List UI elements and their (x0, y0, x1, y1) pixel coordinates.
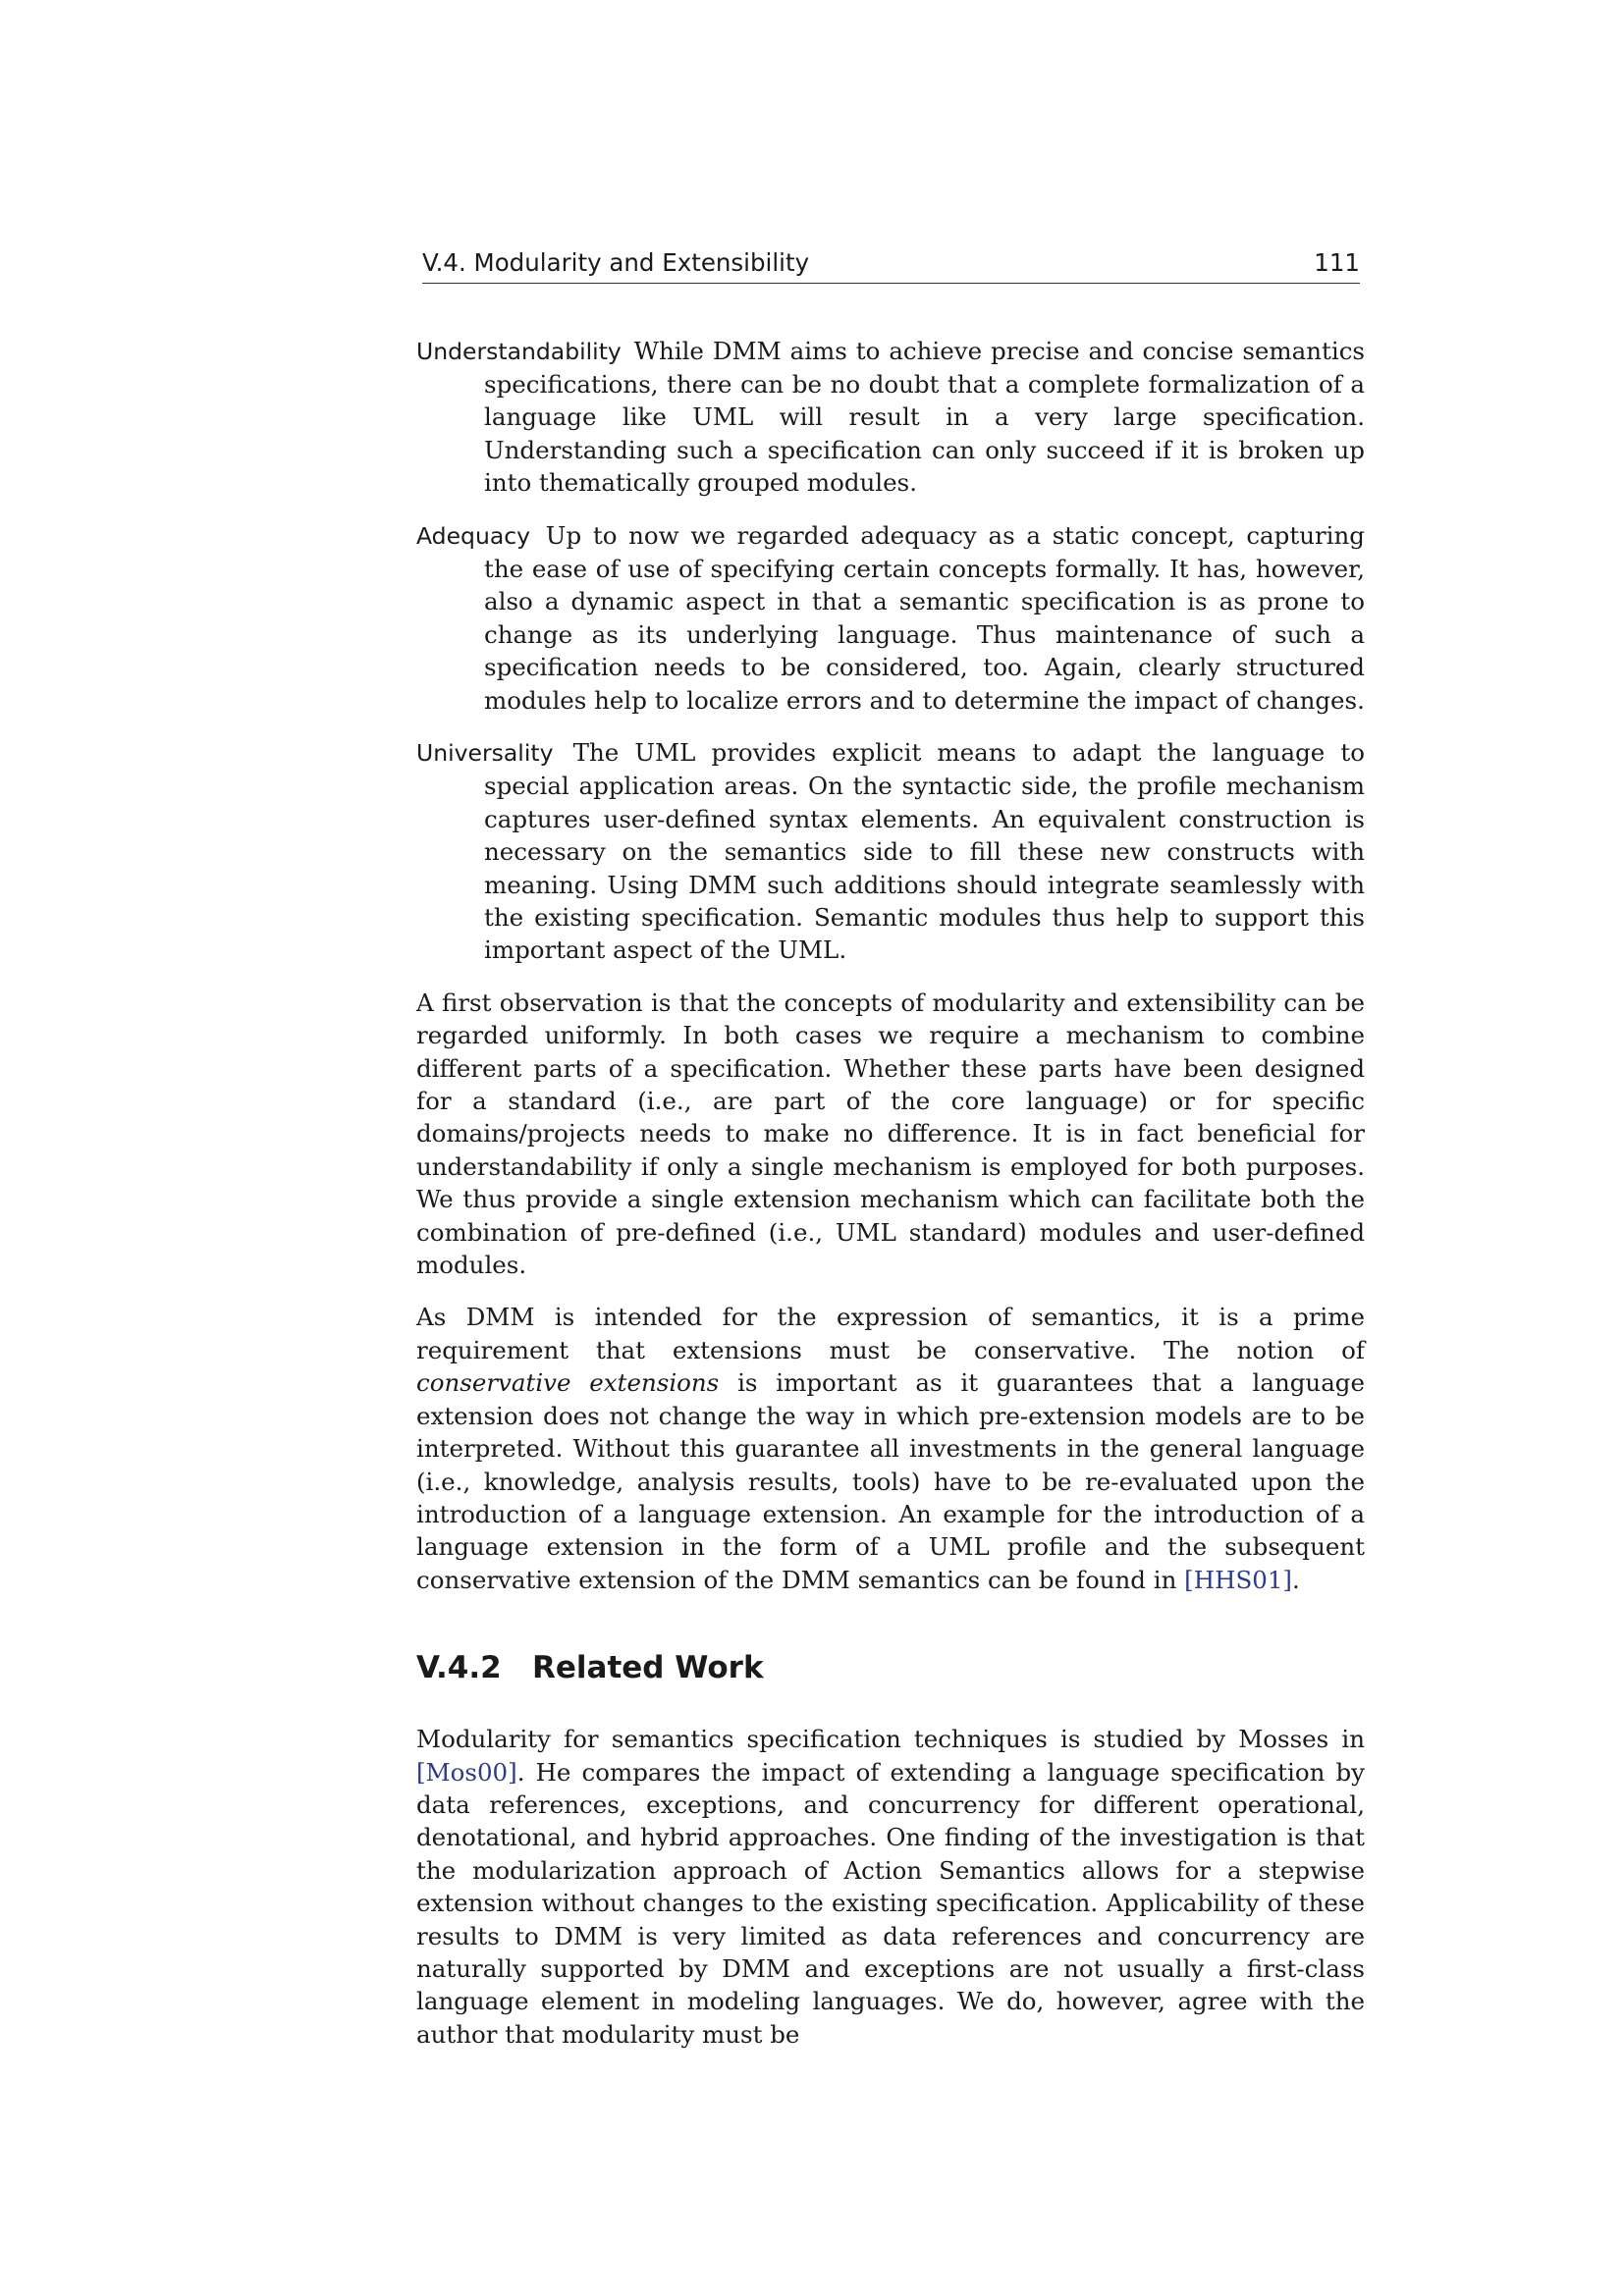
section-heading (416, 1650, 1365, 1686)
text-run: Modularity for semantics specification techniques is studied by Mosses in (416, 1725, 1365, 1754)
list-item-universality (416, 736, 1365, 967)
citation-link-hhs01[interactable]: [HHS01] (1184, 1565, 1292, 1594)
text-run: . He compares the impact of extending a language specification by data references, exceptions, and concurrency for different operational, denotational, and hybrid approaches. One finding of the investigation is that the modularization approach of Action Semantics allows for a stepwise extension without changes to the existing specification. Applicability of these results to DMM is very limited as data references and concurrency are naturally supported by DMM and exceptions are not usually a first-class language element in modeling languages. We do, however, agree with the author that modularity must be (416, 1757, 1365, 2049)
list-item-understandability (416, 335, 1365, 500)
list-item-term: Universality (416, 738, 554, 767)
emphasis-conservative-extensions: conservative extensions (416, 1368, 720, 1398)
page (416, 248, 1366, 2070)
citation-link-mos00[interactable]: [Mos00] (416, 1757, 517, 1787)
list-item-text: Up to now we regarded adequacy as a static concept, capturing the ease of use of specifying certain concepts formally. It has, however, also a dynamic aspect in that a semantic specification is as prone to change as its underlying language. Thus maintenance of such a specification needs to be considered, too. Again, clearly structured modules help to localize errors and to determine the impact of changes. (484, 520, 1365, 715)
section-title: Related Work (532, 1650, 764, 1686)
list-item-adequacy (416, 519, 1365, 717)
list-item-term: Adequacy (416, 521, 531, 550)
running-header (422, 248, 1360, 284)
page-number: 111 (1314, 248, 1360, 277)
text-run: is important as it guarantees that a language extension does not change the way in which pre-extension models are to be interpreted. Without this guarantee all investments in the general language (i.e., knowledge, analysis results, tools) have to be re-evaluated upon the introduction of a language extension. An example for the introduction of a language extension in the form of a UML profile and the subsequent conservative extension of the DMM semantics can be found in (416, 1368, 1365, 1594)
paragraph-conservative-extensions (416, 1301, 1365, 1596)
body-text (416, 335, 1365, 2052)
section-number: V.4.2 (416, 1650, 502, 1686)
text-run: As DMM is intended for the expression of semantics, it is a prime requirement that extensions must be conservative. The notion of (416, 1303, 1365, 1364)
paragraph-observation: A first observation is that the concepts of modularity and extensibility can be regarded uniformly. In both cases we require a mechanism to combine different parts of a specification. Whether these parts have been designed for a standard (i.e., are part of the core language) or for specific domains/projects needs to make no difference. It is in fact beneficial for understandability if only a single mechanism is employed for both purposes. We thus provide a single extension mechanism which can facilitate both the combination of pre-defined (i.e., UML standard) modules and user-defined modules. (416, 988, 1365, 1280)
paragraph-related-work (416, 1723, 1365, 2051)
list-item-term: Understandability (416, 337, 622, 365)
text-run: . (1291, 1565, 1300, 1594)
running-header-section: V.4. Modularity and Extensibility (422, 248, 810, 277)
list-item-text: The UML provides explicit means to adapt the language to special application areas. On the syntactic side, the profile mechanism captures user-defined syntax elements. An equivalent construction is necessary on the semantics side to fill these new constructs with meaning. Using DMM such additions should integrate seamlessly with the existing specification. Semantic modules thus help to support this important aspect of the UML. (484, 737, 1365, 965)
list-item-text: While DMM aims to achieve precise and concise semantics specifications, there can be no doubt that a complete formalization of a language like UML will result in a very large specification. Understanding such a specification can only succeed if it is broken up into thematically grouped modules. (484, 336, 1366, 498)
